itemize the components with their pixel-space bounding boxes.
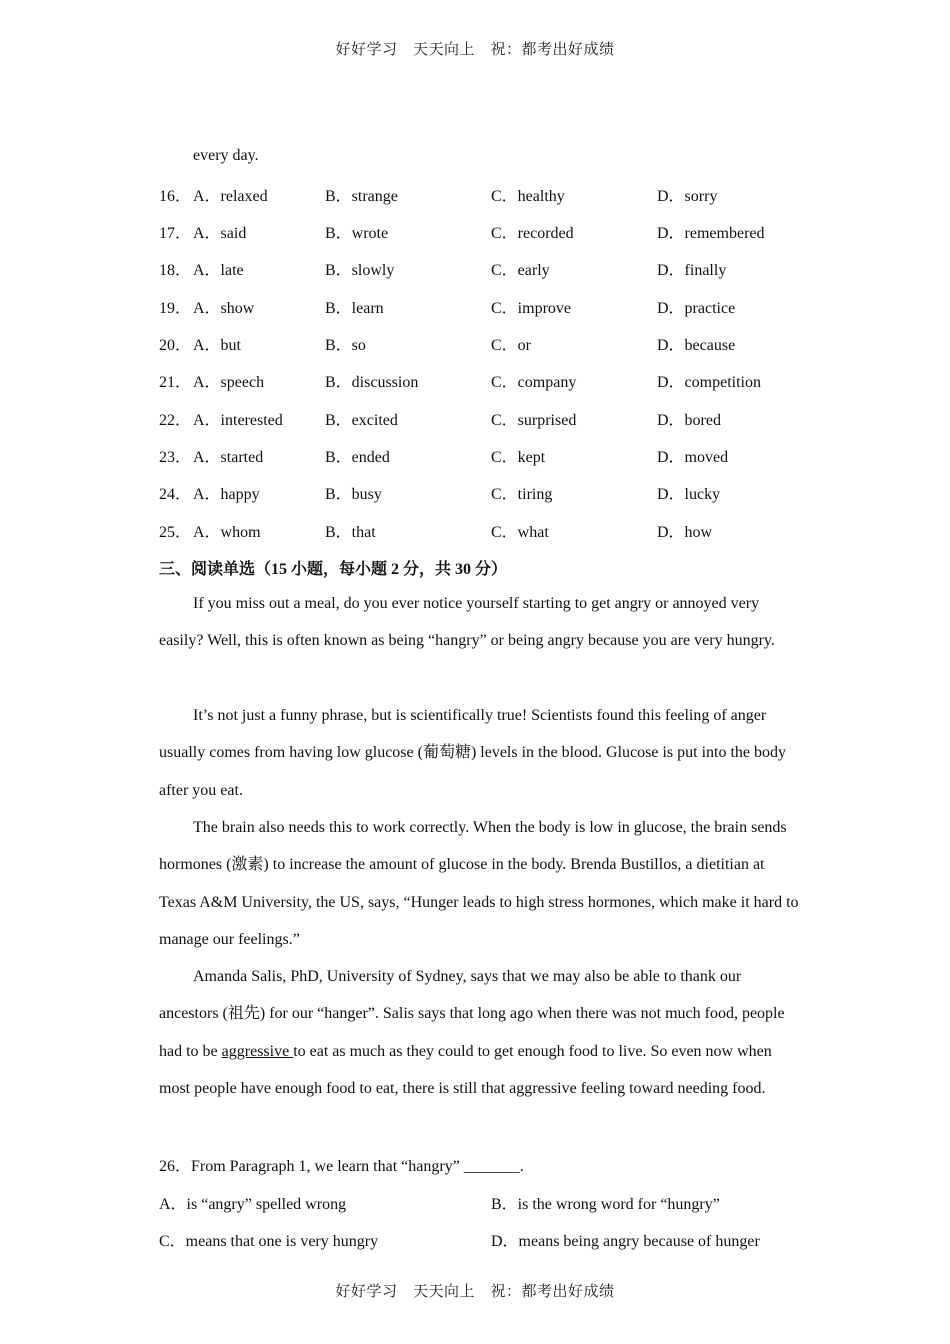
question-number: 23． [159,449,192,466]
option-c: C．or [491,337,532,354]
option-a: A．late [193,262,244,279]
option-a: A．speech [193,374,265,391]
question-26-stem: 26．From Paragraph 1, we learn that “hangry” _______. [159,1158,524,1175]
option-a: A．happy [193,486,260,503]
option-c: C．kept [491,449,546,466]
option-c: C．early [491,262,550,279]
page-footer: 好好学习 天天向上 祝：都考出好成绩 [335,1282,615,1300]
question-21 [159,369,799,389]
option-a: A．said [193,225,247,242]
question-number: 25． [159,524,192,541]
option-c: C．healthy [491,188,565,205]
option-b: B．slowly [325,262,395,279]
option-a: A．relaxed [193,188,268,205]
paragraph-4 [159,958,799,1107]
option-b: B．strange [325,188,398,205]
question-22 [159,407,799,427]
option-d: D．lucky [657,486,721,503]
continuation-text: every day. [193,147,259,164]
question-24 [159,481,799,501]
option-a: A．but [193,337,242,354]
question-26-option-b: B．is the wrong word for “hungry” [491,1196,720,1213]
option-c: C．what [491,524,549,541]
option-d: D．bored [657,412,721,429]
question-16 [159,183,799,203]
option-b: B．wrote [325,225,389,242]
option-a: A．whom [193,524,261,541]
paragraph-2: It’s not just a funny phrase, but is scientifically true! Scientists found this feeling of anger usually comes from having low glucose (葡萄糖) levels in the blood. Glucose is put into the body after you eat. [159,707,787,799]
option-c: C．surprised [491,412,577,429]
option-c: C．company [491,374,577,391]
section-title: 三、阅读单选（15 小题，每小题 2 分，共 30 分） [159,561,508,578]
option-b: B．ended [325,449,390,466]
question-number: 24． [159,486,192,503]
question-number: 17． [159,225,192,242]
option-a: A．started [193,449,264,466]
option-d: D．practice [657,300,736,317]
option-a: A．show [193,300,255,317]
paragraph-1: If you miss out a meal, do you ever notice yourself starting to get angry or annoyed very easily? Well, this is often known as being “hangry” or being angry because you are very hungry. [159,595,775,650]
option-b: B．discussion [325,374,419,391]
question-25 [159,519,799,539]
question-26-option-c: C．means that one is very hungry [159,1233,379,1250]
question-number: 19． [159,300,192,317]
question-number: 16． [159,188,192,205]
option-d: D．sorry [657,188,718,205]
option-b: B．busy [325,486,382,503]
question-23 [159,444,799,464]
option-d: D．because [657,337,736,354]
page-header: 好好学习 天天向上 祝：都考出好成绩 [335,40,615,58]
option-c: C．improve [491,300,571,317]
option-b: B．excited [325,412,398,429]
option-b: B．that [325,524,376,541]
option-b: B．learn [325,300,384,317]
question-26-option-a: A．is “angry” spelled wrong [159,1196,347,1213]
question-17 [159,220,799,240]
question-18 [159,257,799,277]
option-d: D．remembered [657,225,765,242]
question-number: 18． [159,262,192,279]
option-d: D．finally [657,262,727,279]
question-number: 20． [159,337,192,354]
option-b: B．so [325,337,366,354]
question-number: 21． [159,374,192,391]
question-20 [159,332,799,352]
option-d: D．how [657,524,713,541]
question-number: 22． [159,412,192,429]
option-c: C．recorded [491,225,574,242]
question-26-option-d: D．means being angry because of hunger [491,1233,760,1250]
option-d: D．competition [657,374,761,391]
option-a: A．interested [193,412,283,429]
paragraph-4-text-after: to eat as much as they could to get enough food to live. So even now when most people have enough food to eat, there is still that aggressive feeling toward needing food. [159,1042,772,1097]
underlined-word: aggressive [221,1042,294,1060]
paragraph-3: The brain also needs this to work correctly. When the body is low in glucose, the brain sends hormones (激素) to increase the amount of glucose in the body. Brenda Bustillos, a dietitian at Texas A&M University, the US, says, “Hunger leads to high stress hormones, which make it hard to manage our feelings.” [159,819,799,948]
option-c: C．tiring [491,486,553,503]
paragraph-4-text-before: Amanda Salis, PhD, University of Sydney, says that we may also be able to thank our ancestors (祖先) for our “hanger”. Salis says that long ago when there was not much food, people had to be [159,968,785,1060]
question-19 [159,295,799,315]
option-d: D．moved [657,449,729,466]
